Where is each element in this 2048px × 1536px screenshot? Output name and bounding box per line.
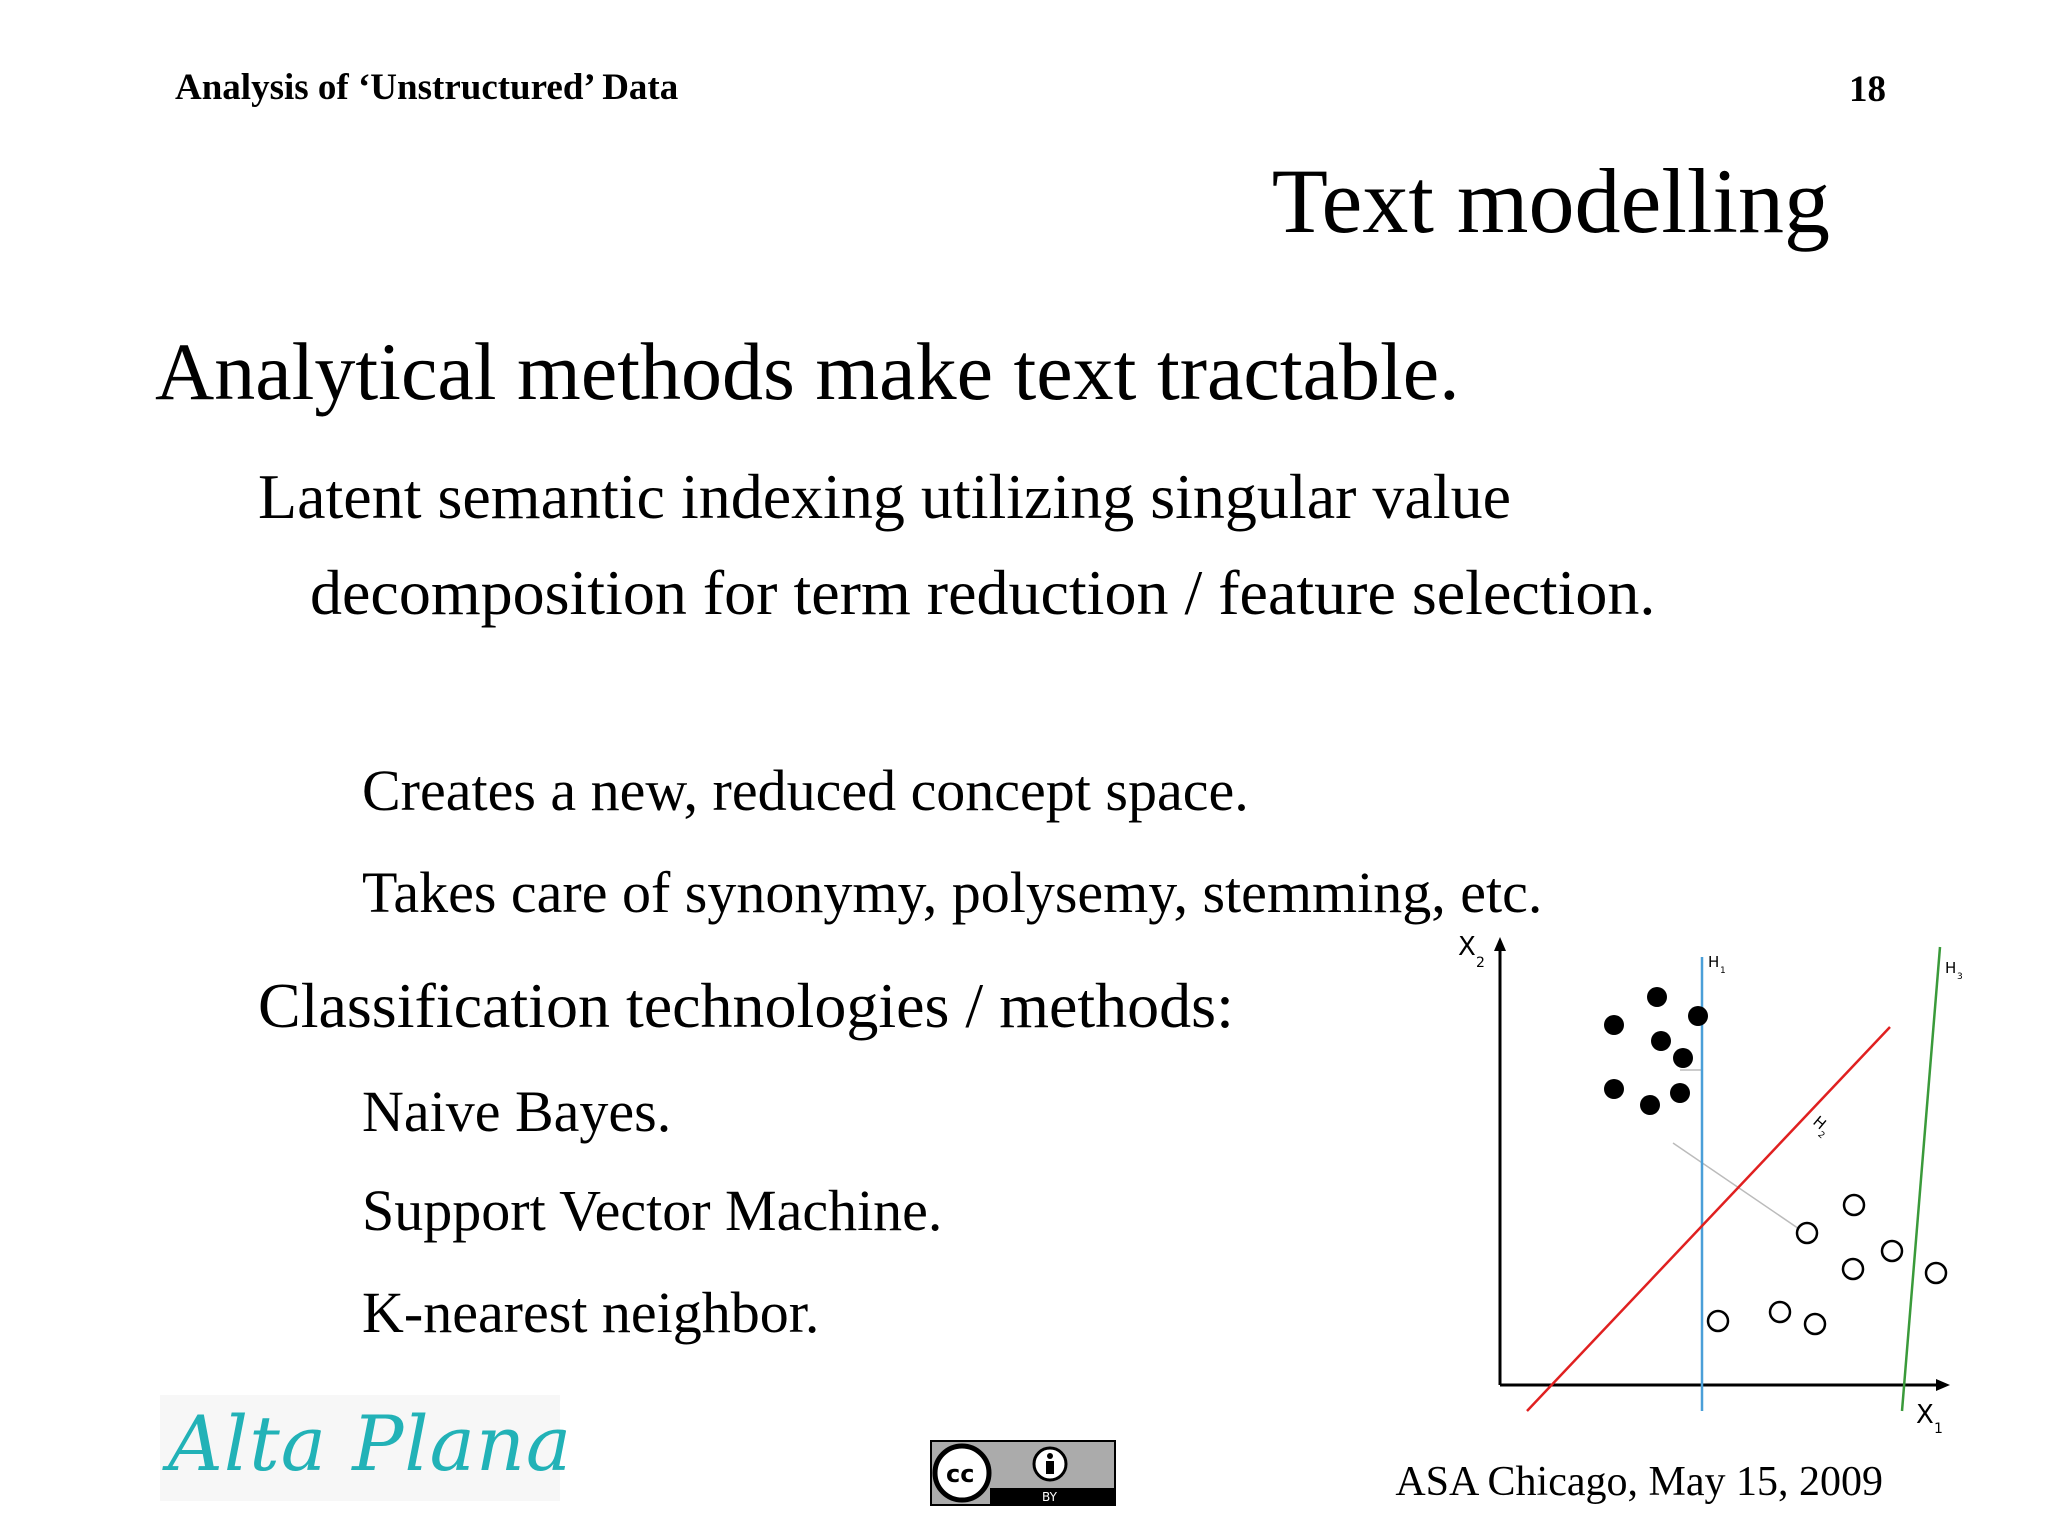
x-axis-label: X: [1916, 1400, 1934, 1430]
lead-bullet: Analytical methods make text tractable.: [155, 326, 1460, 417]
event-footer: ASA Chicago, May 15, 2009: [1395, 1459, 1883, 1505]
filled-point: [1651, 1031, 1671, 1051]
classification-point: K-nearest neighbor.: [362, 1280, 820, 1345]
y-axis-arrow: [1494, 937, 1506, 951]
h2-line: [1527, 1027, 1890, 1411]
hollow-point: [1770, 1302, 1790, 1322]
hollow-point: [1926, 1263, 1946, 1283]
alta-plana-logo: [160, 1395, 573, 1501]
filled-point: [1647, 987, 1667, 1007]
license-by-text: BY: [1042, 1490, 1057, 1504]
classification-point: Naive Bayes.: [362, 1079, 672, 1144]
hollow-point: [1843, 1259, 1863, 1279]
classification-point: Support Vector Machine.: [362, 1178, 943, 1243]
hollow-point: [1805, 1314, 1825, 1334]
x-axis-subscript: 1: [1934, 1421, 1943, 1437]
filled-point: [1604, 1015, 1624, 1035]
filled-point: [1688, 1006, 1708, 1026]
h2-label: H: [1809, 1112, 1830, 1134]
lsi-point: Creates a new, reduced concept space.: [362, 758, 1249, 823]
svg-text:cc: cc: [946, 1460, 975, 1488]
filled-point: [1673, 1048, 1693, 1068]
hollow-point: [1844, 1195, 1864, 1215]
hollow-point: [1882, 1241, 1902, 1261]
y-axis-label: X: [1458, 932, 1476, 962]
lsi-bullet: Latent semantic indexing utilizing singular value decomposition for term reduction / feature selection.: [258, 461, 1656, 628]
filled-point: [1670, 1083, 1690, 1103]
y-axis-subscript: 2: [1476, 955, 1485, 971]
h1-label: H: [1708, 953, 1720, 971]
slide-number: 18: [1849, 69, 1886, 110]
h3-label: H: [1945, 959, 1957, 977]
cc-by-icon: [930, 1440, 1116, 1506]
hollow-point: [1708, 1311, 1728, 1331]
filled-point: [1604, 1079, 1624, 1099]
filled-point: [1640, 1095, 1660, 1115]
hollow-point: [1797, 1223, 1817, 1243]
header-title: Analysis of ‘Unstructured’ Data: [175, 67, 679, 108]
svm-hyperplane-diagram: [1440, 932, 1963, 1437]
slide-title: Text modelling: [1271, 150, 1830, 252]
h2-subscript: 2: [1815, 1129, 1827, 1142]
classification-bullet: Classification technologies / methods:: [258, 970, 1234, 1041]
lsi-point: Takes care of synonymy, polysemy, stemming, etc.: [362, 860, 1543, 925]
h3-subscript: 3: [1957, 972, 1963, 982]
x-axis-arrow: [1936, 1379, 1950, 1391]
h1-subscript: 1: [1720, 966, 1726, 976]
h3-line: [1902, 947, 1940, 1411]
logo-text: Alta Plana: [168, 1399, 573, 1488]
